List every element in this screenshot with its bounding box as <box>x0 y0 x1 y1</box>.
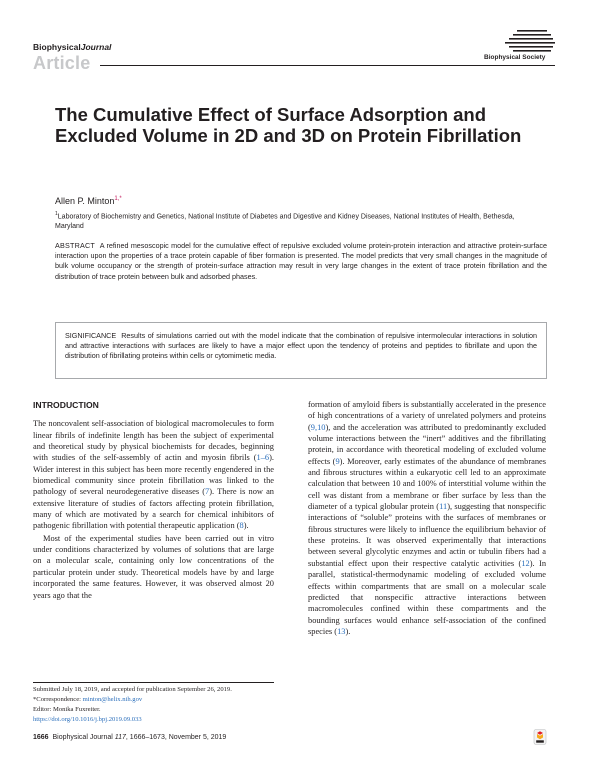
left-column <box>33 400 274 601</box>
abstract-text: A refined mesoscopic model for the cumulative effect of repulsive excluded volume protein-protein interaction and attractive protein-surface interaction upon the properties of a trace protein capable of fiber formation is presented. The model predicts that very small changes in the magnitude of bulk volume occupancy or the strength of protein-surface attraction may result in very large changes in the extent of trace protein fibrillation and the distribution of trace protein between bulk and adsorbed phases. <box>55 241 547 281</box>
text-span: ). <box>345 626 351 636</box>
text-span: formation of amyloid fibers is substantially accelerated in the presence of high concentrations of a variety of unrelated polymers and proteins ( <box>308 400 546 432</box>
text-span: ). <box>243 521 249 531</box>
intro-paragraph-2: Most of the experimental studies have been carried out in vitro under conditions characterized by volumes of solutions that are large on a molecular scale, containing only low concentrations of the particular protein under study. Theoretical models have by and large incorporated the same features. However, it was observed almost 20 years ago that the <box>33 533 274 600</box>
citation-link[interactable]: 9,10 <box>310 422 326 432</box>
affiliation <box>55 209 545 232</box>
footer-journal: Biophysical Journal <box>52 734 113 741</box>
footer-volume: 117 <box>114 734 126 741</box>
doi-link[interactable]: https://doi.org/10.1016/j.bpj.2019.09.033 <box>33 716 142 723</box>
author-line <box>55 196 122 206</box>
citation-link[interactable]: 9 <box>335 456 340 466</box>
society-name: Biophysical Society <box>484 54 546 61</box>
affiliation-mark: 1 <box>55 211 58 217</box>
significance-text: Results of simulations carried out with the model indicate that the combination of repulsive intermolecular interactions in solution and attractive interactions with surfaces are likely to have a major effect upon the tendency of proteins and peptides to fibrillate and upon the distribution of fibrillating proteins within cells or cytomimetic media. <box>65 331 538 361</box>
citation-link[interactable]: 11 <box>439 502 448 512</box>
text-span: ), suggesting that nonspecific interactions of “soluble” proteins with the surfaces of membranes or fibrous structures were likely to influence the equilibrium behavior of these proteins. It was observed experimentally that interactions between several glycolytic enzymes and actin or tubulin fibers had a substantial effect upon their respective catalytic activities ( <box>308 502 547 568</box>
header-rule <box>100 65 555 66</box>
citation-link[interactable]: 1–6 <box>256 453 270 463</box>
citation-link[interactable]: 13 <box>337 626 346 636</box>
paper-title: The Cumulative Effect of Surface Adsorption and Excluded Volume in 2D and 3D on Protein Fibrillation <box>55 104 522 146</box>
correspondence-email-link[interactable]: minton@helix.nih.gov <box>82 696 143 703</box>
author-name: Allen P. Minton <box>55 196 115 206</box>
significance-label: SIGNIFICANCE <box>65 331 117 340</box>
citation-link[interactable]: 12 <box>521 558 530 568</box>
intro-paragraph-3 <box>308 399 546 637</box>
text-span: The noncovalent self-association of biological macromolecules to form linear fibrils of indefinite length has been the subject of experimental and theoretical study by physical biochemists for decades, beginning with studies of the self-assembly of actin and myosin fibrils ( <box>33 419 274 463</box>
journal-name <box>33 42 111 52</box>
page-number: 1666 <box>33 734 49 741</box>
citation-link[interactable]: 7 <box>205 487 210 497</box>
submission-dates: Submitted July 18, 2019, and accepted for publication September 26, 2019. <box>33 686 232 693</box>
article-label: Article <box>33 53 91 73</box>
citation-link[interactable]: 8 <box>239 521 244 531</box>
abstract-label: ABSTRACT <box>55 241 95 250</box>
text-span: ). There is now an extensive literature of studies of factors affecting protein fibrillation, many of which are motivated by a search for chemical inhibitors of pathogenic fibrillation with potential therapeutic application ( <box>33 487 274 531</box>
affiliation-text: Laboratory of Biochemistry and Genetics, National Institute of Diabetes and Digestive and Kidney Diseases, National Institutes of Health, Bethesda, Maryland <box>55 213 515 231</box>
footer-pages-date: , 1666–1673, November 5, 2019 <box>125 734 227 741</box>
section-heading-introduction: INTRODUCTION <box>33 400 99 410</box>
text-span: ). Wider interest in this subject has been more recently engendered in the biomedical community since protein fibrillation was linked to the pathology of several neurodegenerative diseases ( <box>33 453 274 497</box>
footnote-rule <box>33 682 274 683</box>
abstract <box>55 241 547 282</box>
text-span: ). Moreover, early estimates of the abundance of membranes and fibrous structures within a eukaryotic cell led to an approximate calculation that between 10 and 100% of interstitial volume within the cell was distant from a membrane or fiber surface by less than the diameter of a typical globular protein ( <box>308 456 546 512</box>
text-span: ), and the acceleration was attributed to predominantly excluded volume interactions between the “inert” additives and the fibrillating protein, in accordance with theoretical modeling of excluded volume effects ( <box>308 422 546 466</box>
footnotes <box>33 685 293 725</box>
editor-line: Editor: Monika Fuxreiter. <box>33 706 101 713</box>
correspondence <box>33 695 293 705</box>
significance-box <box>55 322 547 379</box>
crossmark-icon[interactable] <box>533 729 547 745</box>
page-footer <box>33 734 226 741</box>
journal-name-accent: Journal <box>80 42 112 52</box>
intro-paragraph-1 <box>33 418 274 531</box>
author-marks: 1,* <box>114 196 122 202</box>
journal-name-main: Biophysical <box>33 42 81 52</box>
correspondence-label: *Correspondence: <box>33 696 83 703</box>
text-span: ). In parallel, statistical-thermodynamic modeling of excluded volume effects within compartments that are small on a molecular scale predicted that nonspecific attractive interactions between macromolecules confined within these compartments and the bounding surfaces would enhance self-association of the confined species ( <box>308 558 547 636</box>
right-column <box>308 399 546 637</box>
